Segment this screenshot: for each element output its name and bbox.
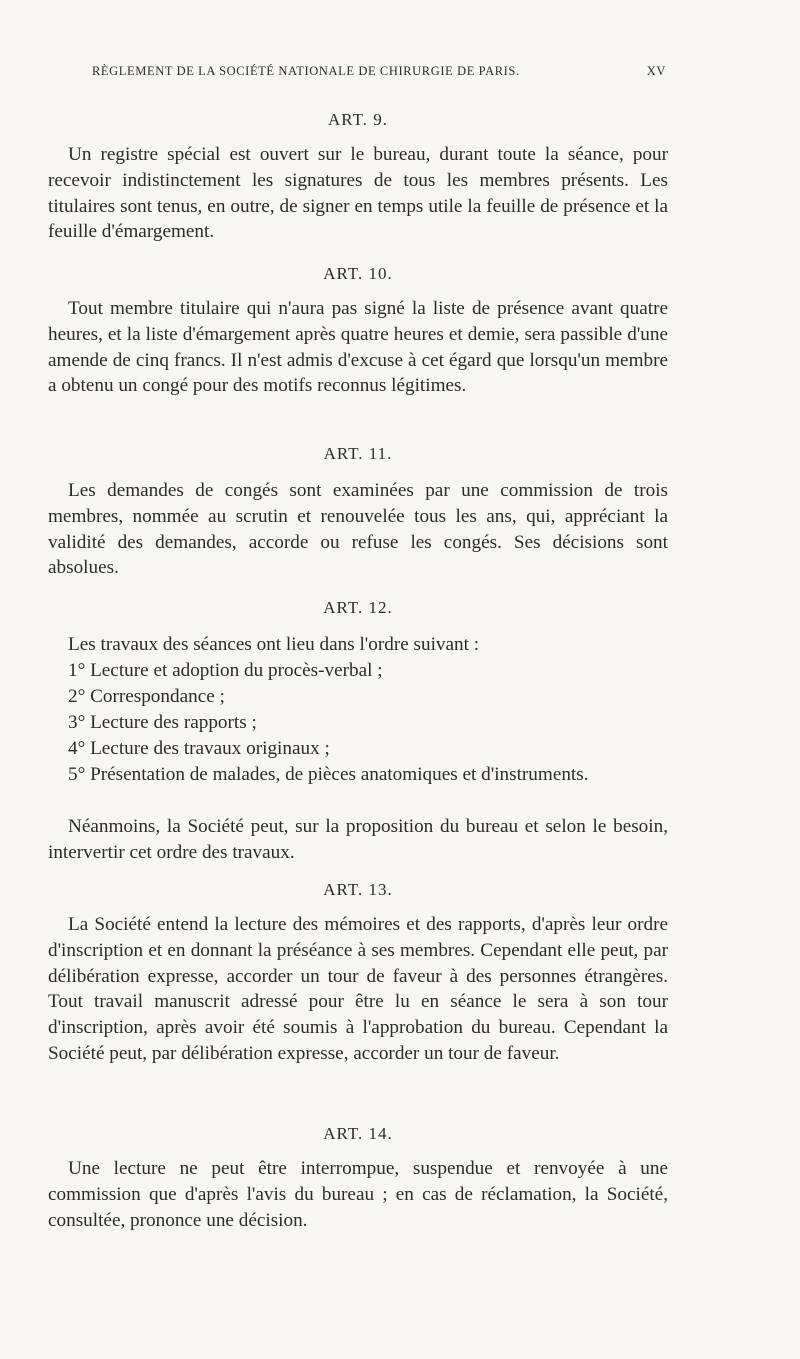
article-closing: Néanmoins, la Société peut, sur la proposition du bureau et selon le besoin, intervertir cet ordre des travaux.	[48, 816, 668, 863]
list-item: 3° Lecture des rapports ;	[68, 712, 257, 733]
article-heading: ART. 14.	[323, 1124, 393, 1143]
list-item: 5° Présentation de malades, de pièces anatomiques et d'instruments.	[68, 764, 589, 785]
article-paragraph: Tout membre titulaire qui n'aura pas signé la liste de présence avant quatre heures, et la liste d'émargement après quatre heures et demie, sera passible d'une amende de cinq francs. Il n'est admis d'excuse à cet égard que lorsqu'un membre a obtenu un congé pour des motifs reconnus légitimes.	[48, 298, 668, 397]
list-item: 2° Correspondance ;	[68, 686, 225, 707]
article-heading: ART. 10.	[323, 264, 393, 283]
list-item: 1° Lecture et adoption du procès-verbal ;	[68, 660, 383, 681]
article-intro: Les travaux des séances ont lieu dans l'ordre suivant :	[68, 634, 480, 655]
article-heading: ART. 11.	[323, 444, 393, 463]
page-number: XV	[646, 64, 666, 78]
article-heading: ART. 9.	[328, 110, 388, 129]
article-paragraph: La Société entend la lecture des mémoires et des rapports, d'après leur ordre d'inscription et en donnant la préséance à ses membres. Cependant elle peut, par délibération expresse, accorder un tour de faveur à des personnes étrangères. Tout travail manuscrit adressé pour être lu en séance le sera à son tour d'inscription, après avoir été soumis à l'approbation du bureau. Cependant la Société peut, par délibération expresse, accorder un tour de faveur.	[48, 914, 668, 1064]
article-paragraph: Un registre spécial est ouvert sur le bureau, durant toute la séance, pour recevoir indistinctement les signatures de tous les membres présents. Les titulaires sont tenus, en outre, de signer en temps utile la feuille de présence et la feuille d'émargement.	[48, 144, 668, 243]
running-header	[92, 64, 666, 79]
running-title: RÈGLEMENT DE LA SOCIÉTÉ NATIONALE DE CHIRURGIE DE PARIS.	[92, 64, 520, 78]
article-heading: ART. 12.	[323, 598, 393, 617]
list-item: 4° Lecture des travaux originaux ;	[68, 738, 330, 759]
article-paragraph: Les demandes de congés sont examinées par une commission de trois membres, nommée au scrutin et renouvelée tous les ans, qui, appréciant la validité des demandes, accorde ou refuse les congés. Ses décisions sont absolues.	[48, 480, 668, 579]
article-heading: ART. 13.	[323, 880, 393, 899]
article-paragraph: Une lecture ne peut être interrompue, suspendue et renvoyée à une commission que d'après l'avis du bureau ; en cas de réclamation, la Société, consultée, prononce une décision.	[48, 1158, 668, 1231]
